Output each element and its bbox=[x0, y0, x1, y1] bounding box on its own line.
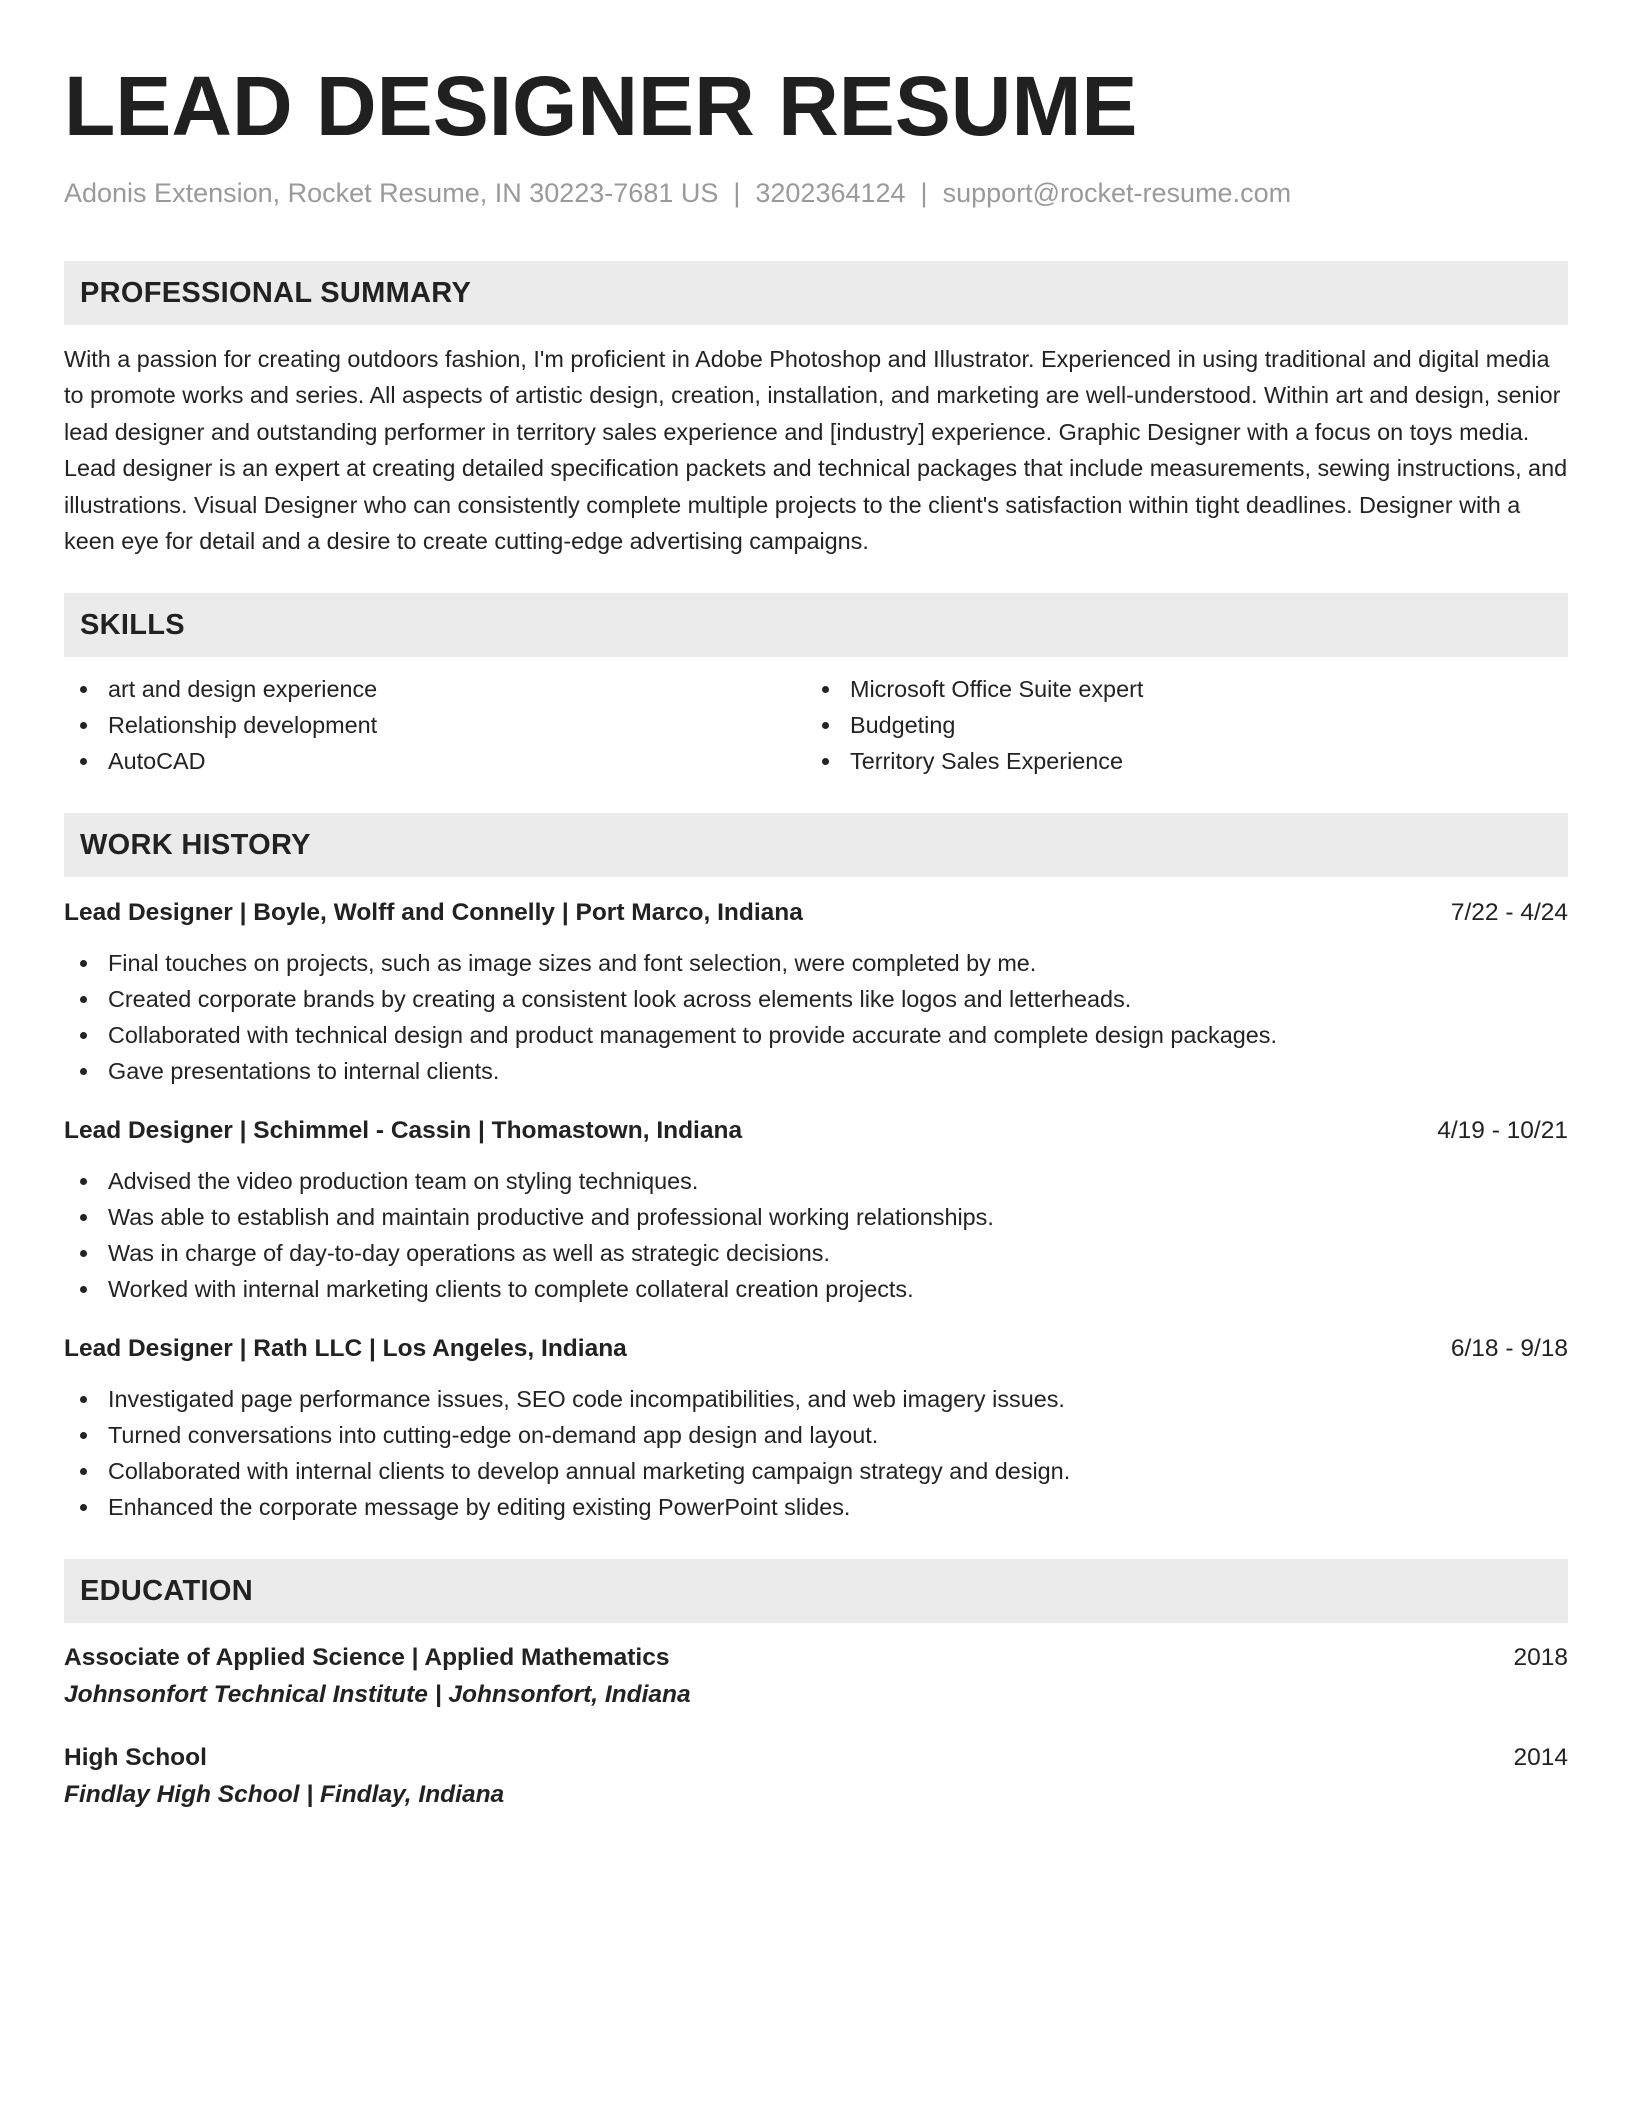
contact-phone: 3202364124 bbox=[755, 178, 906, 208]
job-entry bbox=[64, 1113, 1568, 1307]
job-header bbox=[64, 895, 1568, 931]
education-year: 2018 bbox=[1513, 1644, 1568, 1672]
resume-title: LEAD DESIGNER RESUME bbox=[64, 59, 1138, 153]
job-dates: 6/18 - 9/18 bbox=[1450, 1335, 1568, 1363]
job-bullets bbox=[64, 1163, 1568, 1307]
job-title: Lead Designer | Schimmel - Cassin | Thomastown, Indiana bbox=[64, 1117, 743, 1145]
job-bullet: Collaborated with internal clients to develop annual marketing campaign strategy and design. bbox=[64, 1453, 1568, 1489]
job-bullet: Gave presentations to internal clients. bbox=[64, 1053, 1568, 1089]
job-bullet: Investigated page performance issues, SEO code incompatibilities, and web imagery issues. bbox=[64, 1381, 1568, 1417]
contact-address: Adonis Extension, Rocket Resume, IN 30223-7681 US bbox=[64, 178, 719, 208]
skills-column-right bbox=[806, 671, 1548, 779]
section-header-education: EDUCATION bbox=[64, 1559, 1568, 1623]
skill-item: Relationship development bbox=[64, 707, 806, 743]
contact-line bbox=[64, 178, 1568, 209]
job-bullet: Worked with internal marketing clients to complete collateral creation projects. bbox=[64, 1271, 1568, 1307]
skill-item: Microsoft Office Suite expert bbox=[806, 671, 1548, 707]
job-bullet: Advised the video production team on styling techniques. bbox=[64, 1163, 1568, 1199]
skills-list bbox=[64, 671, 1568, 779]
summary-text: With a passion for creating outdoors fashion, I'm proficient in Adobe Photoshop and Illustrator. Experienced in using traditional and digital media to promote works and series. All aspects of artistic design, creation, installation, and marketing are well-understood. Within art and design, senior lead designer and outstanding performer in territory sales experience and [industry] experience. Graphic Designer with a focus on toys media. Lead designer is an expert at creating detailed specification packets and technical packages that include measurements, sewing instructions, and illustrations. Visual Designer who can consistently complete multiple projects to the client's satisfaction within tight deadlines. Designer with a keen eye for detail and a desire to create cutting-edge advertising campaigns. bbox=[64, 346, 1568, 555]
job-header bbox=[64, 1331, 1568, 1367]
skill-item: art and design experience bbox=[64, 671, 806, 707]
contact-separator: | bbox=[733, 178, 741, 208]
job-dates: 7/22 - 4/24 bbox=[1450, 899, 1568, 927]
education-header bbox=[64, 1639, 1568, 1676]
section-header-skills: SKILLS bbox=[64, 593, 1568, 657]
skill-item: Territory Sales Experience bbox=[806, 743, 1548, 779]
education-school: Johnsonfort Technical Institute | Johnsonfort, Indiana bbox=[64, 1681, 691, 1709]
job-bullet: Collaborated with technical design and product management to provide accurate and complete design packages. bbox=[64, 1017, 1568, 1053]
skills-column-left bbox=[64, 671, 806, 779]
education-school: Findlay High School | Findlay, Indiana bbox=[64, 1781, 505, 1809]
job-entry bbox=[64, 895, 1568, 1089]
education-degree: High School bbox=[64, 1744, 207, 1772]
job-bullet: Enhanced the corporate message by editing existing PowerPoint slides. bbox=[64, 1489, 1568, 1525]
contact-email[interactable]: support@rocket-resume.com bbox=[942, 178, 1292, 208]
job-bullets bbox=[64, 945, 1568, 1089]
job-title: Lead Designer | Boyle, Wolff and Connelly | Port Marco, Indiana bbox=[64, 899, 803, 927]
skill-item: AutoCAD bbox=[64, 743, 806, 779]
job-bullet: Final touches on projects, such as image sizes and font selection, were completed by me. bbox=[64, 945, 1568, 981]
job-bullet: Was able to establish and maintain productive and professional working relationships. bbox=[64, 1199, 1568, 1235]
education-header bbox=[64, 1739, 1568, 1776]
job-bullet: Was in charge of day-to-day operations as well as strategic decisions. bbox=[64, 1235, 1568, 1271]
job-bullets bbox=[64, 1381, 1568, 1525]
job-bullet: Created corporate brands by creating a consistent look across elements like logos and letterheads. bbox=[64, 981, 1568, 1017]
education-entry bbox=[64, 1739, 1568, 1813]
job-header bbox=[64, 1113, 1568, 1149]
contact-separator: | bbox=[920, 178, 928, 208]
job-dates: 4/19 - 10/21 bbox=[1437, 1117, 1568, 1145]
job-entry bbox=[64, 1331, 1568, 1525]
skill-item: Budgeting bbox=[806, 707, 1548, 743]
section-header-summary: PROFESSIONAL SUMMARY bbox=[64, 261, 1568, 325]
job-bullet: Turned conversations into cutting-edge on-demand app design and layout. bbox=[64, 1417, 1568, 1453]
education-year: 2014 bbox=[1513, 1744, 1568, 1772]
section-header-work-history: WORK HISTORY bbox=[64, 813, 1568, 877]
education-entry bbox=[64, 1639, 1568, 1713]
education-degree: Associate of Applied Science | Applied Mathematics bbox=[64, 1644, 670, 1672]
job-title: Lead Designer | Rath LLC | Los Angeles, Indiana bbox=[64, 1335, 627, 1363]
